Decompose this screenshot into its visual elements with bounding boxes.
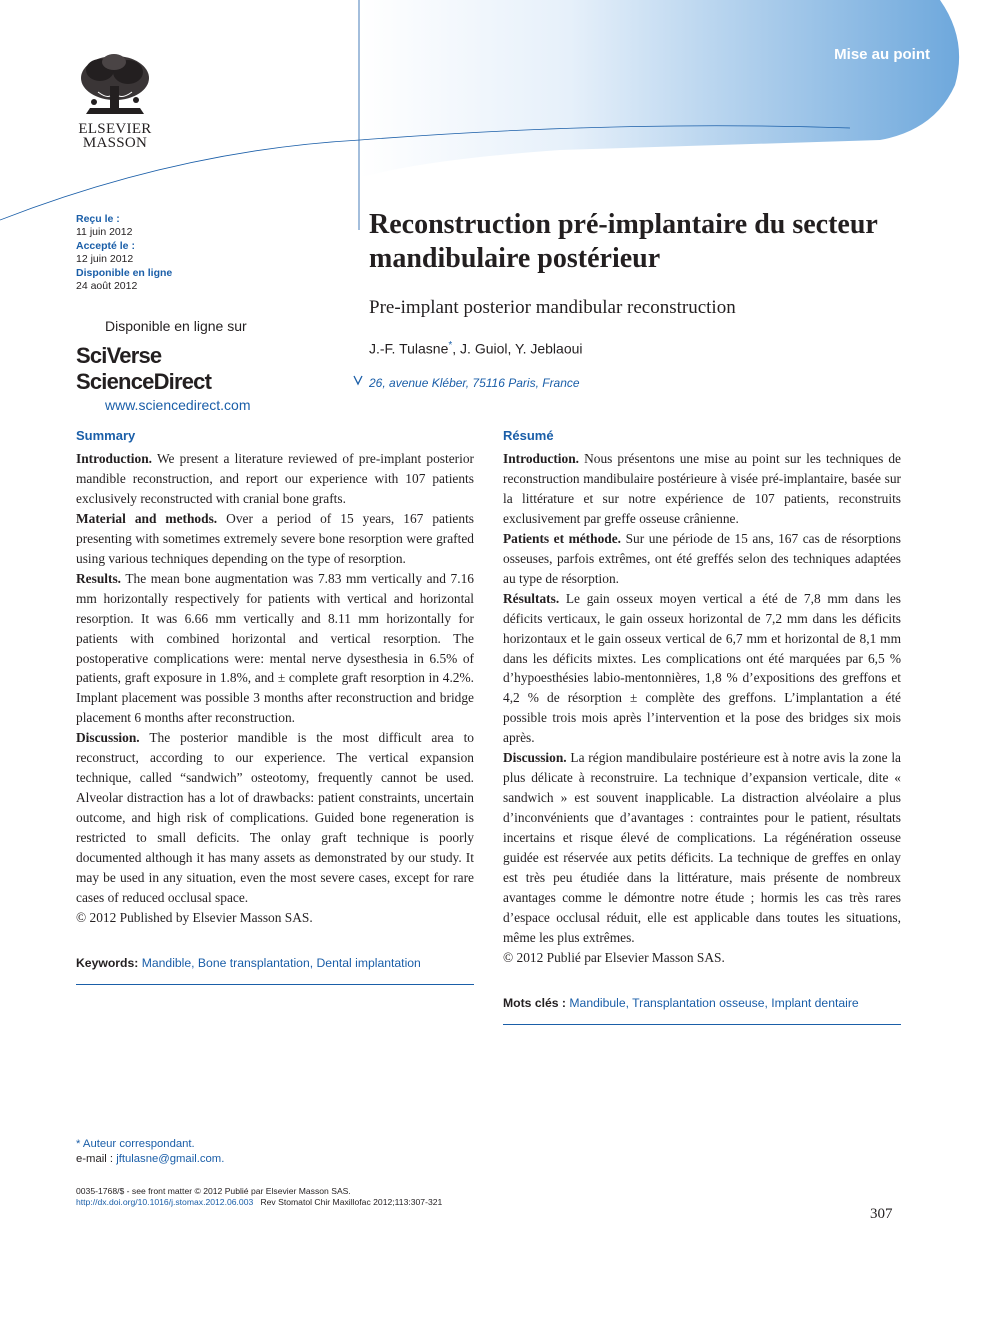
accepted-label: Accepté le : — [76, 239, 135, 252]
summary-discussion — [76, 728, 474, 908]
resume-results — [503, 589, 901, 749]
doi-link[interactable]: http://dx.doi.org/10.1016/j.stomax.2012.06.003 — [76, 1196, 254, 1207]
arrow-down-icon — [352, 372, 364, 386]
section-tag: Mise au point — [834, 46, 930, 63]
resume-methods — [503, 529, 901, 589]
affiliation: 26, avenue Kléber, 75116 Paris, France — [369, 376, 580, 390]
summary-introduction — [76, 449, 474, 509]
article-subtitle: Pre-implant posterior mandibular reconstruction — [369, 297, 736, 318]
corresponding-author-label: * Auteur correspondant. — [76, 1138, 195, 1150]
article-title: Reconstruction pré-implantaire du secteur mandibulaire postérieur — [369, 209, 878, 274]
resume-results-head: Résultats. — [503, 590, 560, 606]
accepted-value: 12 juin 2012 — [76, 253, 134, 266]
resume-heading: Résumé — [503, 428, 554, 443]
page-number: 307 — [870, 1206, 893, 1222]
received-value: 11 juin 2012 — [76, 226, 133, 239]
summary-results-text: The mean bone augmentation was 7.83 mm vertically and 7.16 mm horizontally respectively for patients with vertical and horizontal resorption. It was 6.66 mm vertically and 8.11 mm horizontally for patients with combined horizontal and vertical resorption. The postoperative complications were: mental nerve dysesthesia in 6.5% of patients, graft exposure in 1.8%, and ± complete graft resorption in 4.2%. Implant placement was possible 3 months after reconstruction and bridge placement 6 months after reconstruction. — [76, 570, 474, 726]
resume-introduction — [503, 449, 901, 529]
resume-intro-head: Introduction. — [503, 451, 580, 466]
resume-methods-text: Sur une période de 15 ans, 167 cas de résorptions osseuses, parfois extrêmes, ont été greffés selon des techniques adaptées au type de résorption. — [503, 530, 902, 586]
sciencedirect-block — [76, 318, 296, 413]
summary-column — [76, 428, 474, 985]
resume-discussion-head: Discussion. — [503, 750, 567, 766]
summary-intro-head: Introduction. — [76, 451, 153, 466]
keywords-label: Keywords: — [76, 955, 139, 970]
resume-column — [503, 428, 901, 1025]
elsevier-masson-logo — [76, 52, 156, 150]
summary-copyright: © 2012 Published by Elsevier Masson SAS. — [76, 909, 313, 925]
summary-results-head: Results. — [76, 570, 122, 586]
resume-methods-head: Patients et méthode. — [503, 530, 622, 546]
summary-results — [76, 569, 474, 729]
summary-discussion-head: Discussion. — [76, 730, 140, 746]
journal-citation: Rev Stomatol Chir Maxillofac 2012;113:307-321 — [260, 1196, 443, 1207]
summary-heading: Summary — [76, 428, 136, 443]
summary-discussion-text: The posterior mandible is the most difficult area to reconstruct, according to our experience. The vertical expansion technique, called “sandwich” osteotomy, frequently cannot be used. Alveolar distraction has a lot of drawbacks: patient constraints, uncertain outcome, and high risk of complications. Guided bone regeneration is restricted to small deficits. The onlay graft technique is poorly documented although it has many assets as demonstrated by our study. It may be used in any situation, even the most severe cases, except for rare cases of reduced occlusal space. — [76, 730, 474, 905]
other-authors: , J. Guiol, Y. Jeblaoui — [452, 340, 583, 357]
resume-discussion-text: La région mandibulaire postérieure est à notre avis la zone la plus délicate à reconstruire. La technique d’expansion verticale, dite « sandwich » est souvent inapplicable. La distraction alvéolaire a plus d’inconvénients que d’avantages : contraintes pour le patient, résultats incertains et risque élevé de complications. La régénération osseuse guidée est réservée aux petits déficits. La technique de greffes en onlay est très peu étudiée dans la littérature, mais présente de nombreux avantages comme le démontre notre étude ; hormis les cas très rares d’espace occlusal réduit, elle est applicable dans toutes les situations, même les plus extrêmes. — [503, 750, 901, 945]
mots-cles-links[interactable]: Mandibule, Transplantation osseuse, Implant dentaire — [569, 995, 859, 1010]
sciencedirect-logo: SciVerse ScienceDirect — [76, 343, 212, 394]
correspondence — [76, 1137, 224, 1166]
keywords-links[interactable]: Mandible, Bone transplantation, Dental implantation — [141, 955, 421, 970]
elsevier-tree-icon — [76, 52, 154, 122]
logo-line-masson: MASSON — [82, 135, 148, 151]
summary-methods — [76, 509, 474, 569]
sciencedirect-link[interactable]: www.sciencedirect.com — [105, 397, 251, 413]
article-dates — [76, 213, 172, 293]
received-label: Reçu le : — [76, 213, 120, 225]
resume-intro-text: Nous présentons une mise au point sur les techniques de reconstruction mandibulaire postérieure à visée pré-implantaire, basée sur la littérature et sur notre expérience de 107 patients, reconstruits exclusivement par greffe osseuse crânienne. — [503, 451, 901, 526]
online-value: 24 août 2012 — [76, 280, 138, 293]
summary-methods-head: Material and methods. — [76, 510, 218, 526]
summary-keywords — [76, 956, 474, 985]
footer — [76, 1186, 442, 1207]
email-label: e-mail : — [76, 1152, 117, 1165]
online-label: Disponible en ligne — [76, 266, 173, 279]
summary-intro-text: We present a literature reviewed of pre-implant posterior mandible reconstruction, and report our experience with 107 patients exclusively reconstructed with cranial bone grafts. — [76, 451, 474, 506]
resume-copyright: © 2012 Publié par Elsevier Masson SAS. — [503, 949, 725, 965]
logo-line-elsevier: ELSEVIER — [78, 121, 152, 137]
resume-discussion — [503, 748, 901, 948]
resume-keywords — [503, 996, 901, 1025]
summary-methods-text: Over a period of 15 years, 167 patients presenting with sometimes extremely severe bone resorption were grafted using various techniques depending on the type of resorption. — [76, 510, 474, 566]
email-link[interactable]: jftulasne@gmail.com. — [116, 1152, 225, 1165]
sciencedirect-available-text: Disponible en ligne sur — [105, 318, 247, 334]
mots-cles-label: Mots clés : — [503, 995, 566, 1010]
resume-results-text: Le gain osseux moyen vertical a été de 7,8 mm dans les déficits verticaux, le gain osseux horizontal de 7,2 mm dans les déficits horizontaux et le gain osseux vertical de 6,7 mm et horizontal de 8,1 mm dans les déficits mixtes. Les complications ont été marquées par 6,5 % d’hypoesthésies labio-mentonnières, 1,8 % d’expositions des greffons et 4,2 % de résorption ± complète des greffons. L’implantation a été possible trois mois après l’intervention et la pose des bridges six mois après. — [503, 590, 901, 746]
front-matter-line: 0035-1768/$ - see front matter © 2012 Publié par Elsevier Masson SAS. — [76, 1186, 351, 1196]
author-tulasne: J.-F. Tulasne — [369, 340, 449, 357]
corresponding-author-mark[interactable]: * — [448, 340, 453, 351]
author-list — [369, 340, 583, 357]
